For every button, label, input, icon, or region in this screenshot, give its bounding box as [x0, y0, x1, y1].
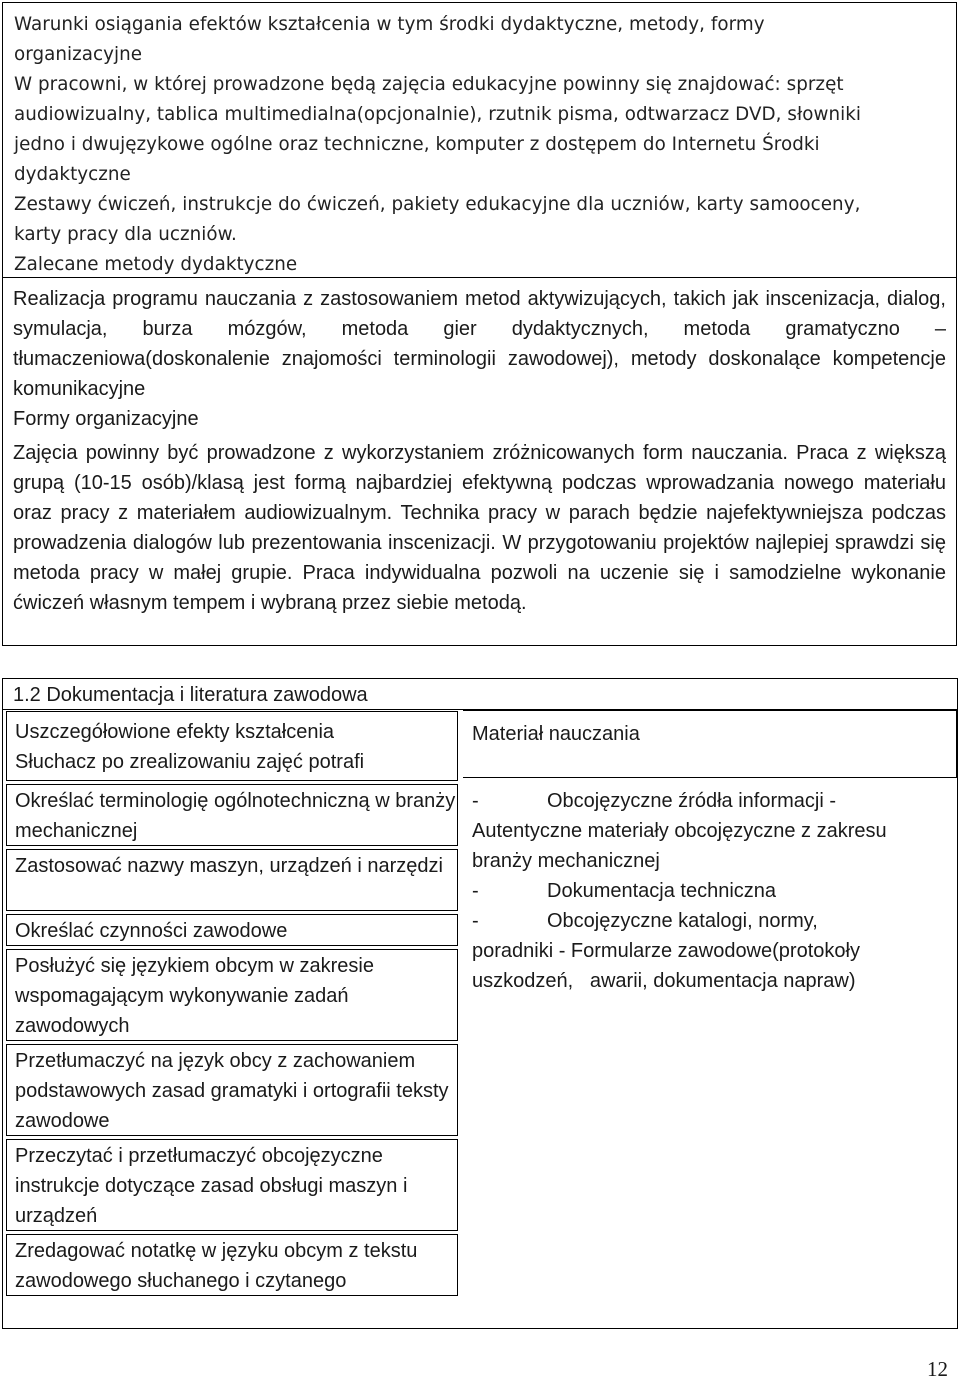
equipment-line-1: W pracowni, w której prowadzone będą zajęcia edukacyjne powinny się znajdować: sprzęt [14, 74, 844, 95]
material-line-1 [472, 786, 957, 816]
equipment-line-4: dydaktyczne [14, 164, 131, 185]
effects-header-cell [6, 711, 458, 781]
material-list [463, 785, 957, 996]
material-line-5 [472, 906, 957, 936]
conditions-heading-line-1: Warunki osiągania efektów kształcenia w tym środki dydaktyczne, metody, formy [14, 14, 765, 35]
material-line-7: uszkodzeń, awarii, dokumentacja napraw) [472, 970, 856, 992]
methods-paragraph: Realizacja programu nauczania z zastosowaniem metod aktywizujących, takich jak inscenizacja, dialog, symulacja, burza mózgów, metoda gier dydaktycznych, metoda gramatyczno – tłumaczeniowa(doskonalenie znajomości terminologii zawodowej), metody doskonalące kompetencje komunikacyjne [13, 288, 946, 400]
didactic-aids-line-2: karty pracy dla uczniów. [14, 224, 237, 245]
list-dash: - [472, 790, 479, 812]
conditions-heading-line-2: organizacyjne [14, 44, 143, 65]
effect-cell: Przeczytać i przetłumaczyć obcojęzyczne instrukcje dotyczące zasad obsługi maszyn i urządzeń [6, 1139, 458, 1231]
material-line-5-text: Obcojęzyczne katalogi, normy, [547, 910, 818, 932]
material-line-2: Autentyczne materiały obcojęzyczne z zakresu [472, 820, 887, 842]
effect-cell: Określać czynności zawodowe [6, 914, 458, 946]
documentation-table [2, 709, 958, 1329]
equipment-line-3: jedno i dwujęzykowe ogólne oraz techniczne, komputer z dostępem do Internetu Środki [14, 134, 820, 155]
methods-heading: Zalecane metody dydaktyczne [14, 254, 298, 275]
conditions-box [2, 2, 957, 278]
effects-header-line-2: Słuchacz po zrealizowaniu zajęć potrafi [15, 751, 365, 773]
page-number: 12 [927, 1357, 948, 1381]
list-dash: - [472, 910, 479, 932]
material-line-1-text: Obcojęzyczne źródła informacji - [547, 790, 836, 812]
material-header-cell: Materiał nauczania [463, 710, 957, 778]
forms-heading: Formy organizacyjne [13, 408, 199, 430]
methods-box [2, 278, 957, 646]
forms-paragraph: Zajęcia powinny być prowadzone z wykorzystaniem zróżnicowanych form nauczania. Praca z większą grupą (10-15 osób)/klasą jest formą najbardziej efektywną podczas wprowadzania nowego materiału oraz pracy z materiałem audiowizualnym. Technika pracy w parach będzie najefektywniejsza podczas prowadzenia dialogów lub prezentowania inscenizacji. W przygotowaniu projektów najlepiej sprawdzi się metoda pracy w małej grupie. Praca indywidualna pozwoli na uczenie się i samodzielne wykonanie ćwiczeń własnym tempem i wybraną przez siebie metodą. [13, 442, 946, 614]
effects-header-line-1: Uszczegółowione efekty kształcenia [15, 721, 335, 743]
effect-cell: Zredagować notatkę w języku obcym z tekstu zawodowego słuchanego i czytanego [6, 1234, 458, 1296]
material-line-4 [472, 876, 957, 906]
equipment-line-2: audiowizualny, tablica multimedialna(opcjonalnie), rzutnik pisma, odtwarzacz DVD, słowniki [14, 104, 861, 125]
didactic-aids-line-1: Zestawy ćwiczeń, instrukcje do ćwiczeń, pakiety edukacyjne dla uczniów, karty samooceny, [14, 194, 861, 215]
material-line-4-text: Dokumentacja techniczna [547, 880, 777, 902]
effect-cell: Zastosować nazwy maszyn, urządzeń i narzędzi [6, 849, 458, 911]
effect-cell: Przetłumaczyć na język obcy z zachowaniem podstawowych zasad gramatyki i ortografii teksty zawodowe [6, 1044, 458, 1136]
section-heading: 1.2 Dokumentacja i literatura zawodowa [2, 678, 958, 710]
material-line-3: branży mechanicznej [472, 850, 660, 872]
material-line-6: poradniki - Formularze zawodowe(protokoły [472, 940, 860, 962]
list-dash: - [472, 880, 479, 902]
effect-cell: Określać terminologię ogólnotechniczną w branży mechanicznej [6, 784, 458, 846]
effect-cell: Posłużyć się językiem obcym w zakresie wspomagającym wykonywanie zadań zawodowych [6, 949, 458, 1041]
